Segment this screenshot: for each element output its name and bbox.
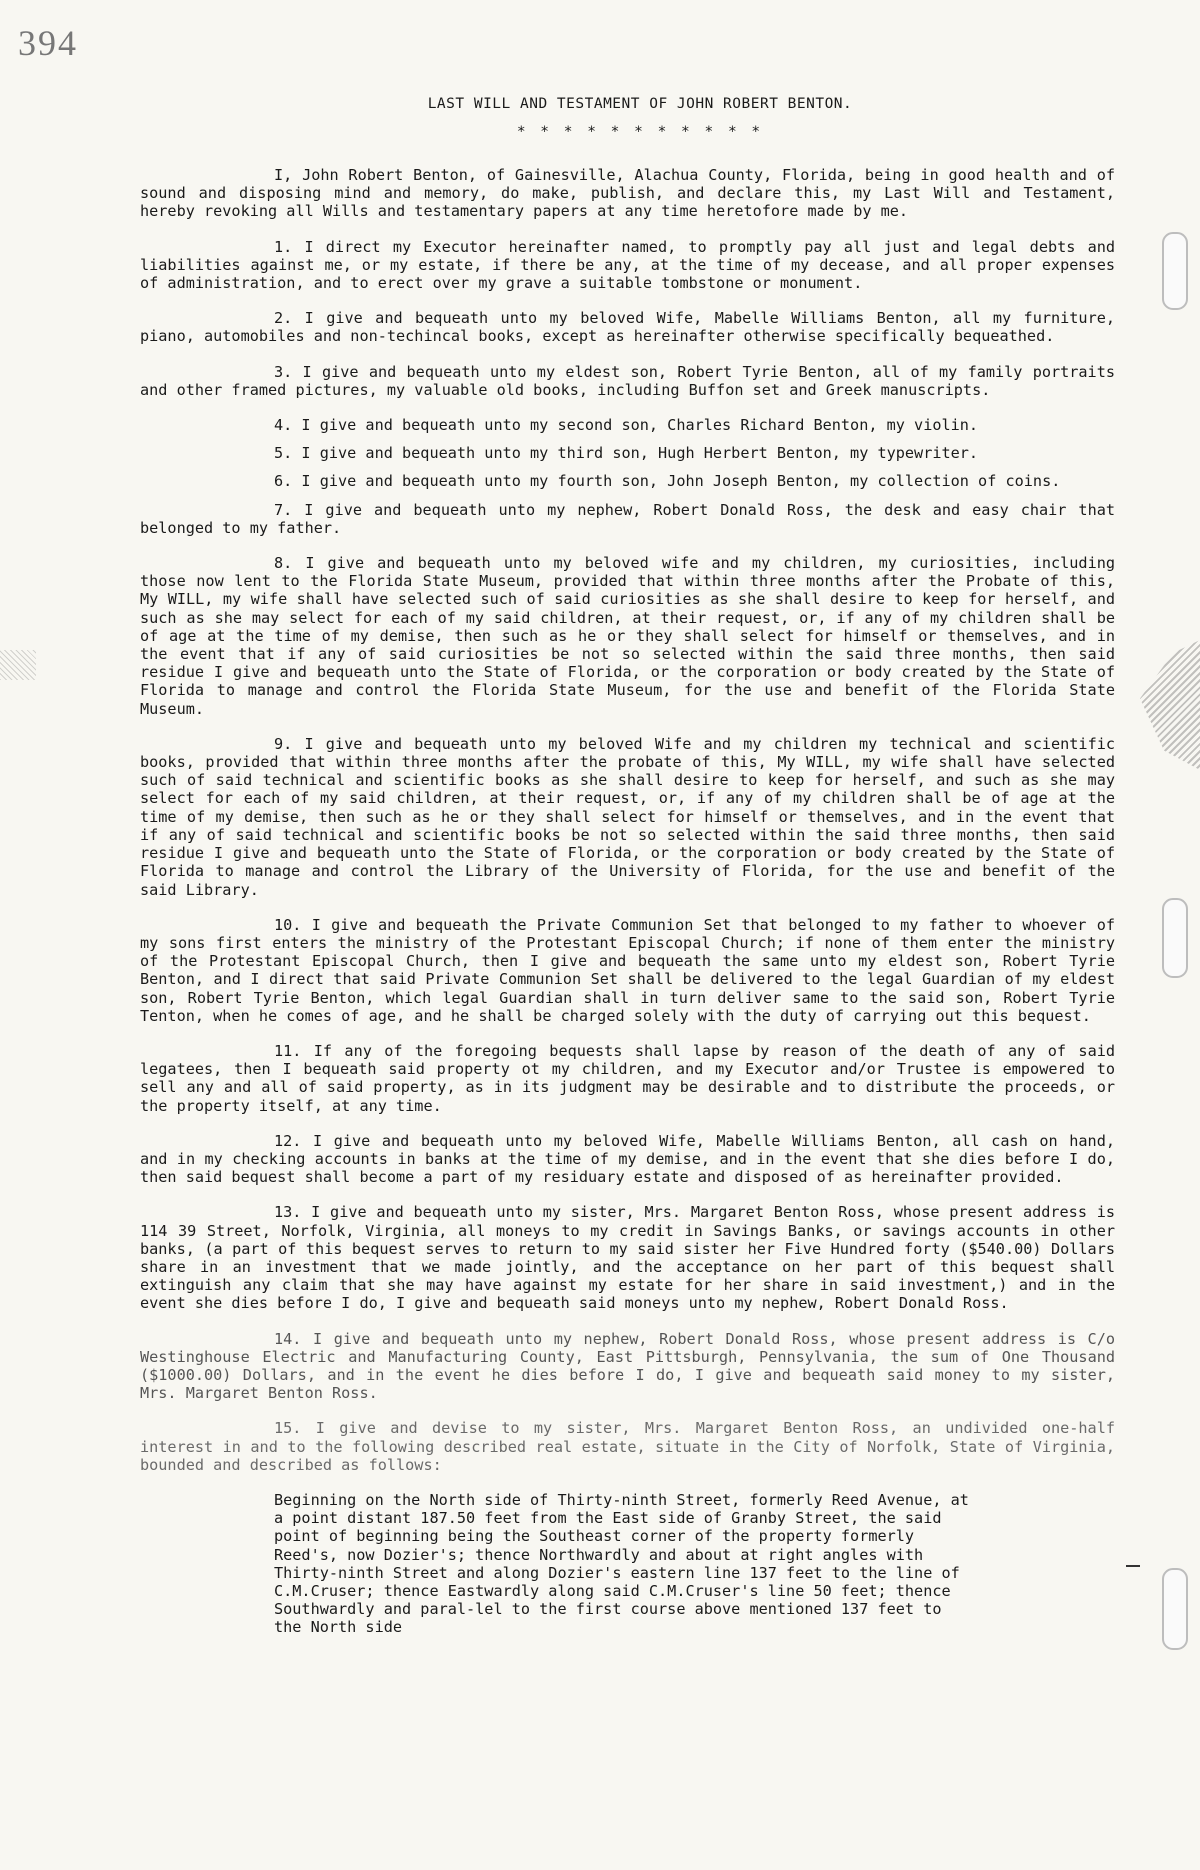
punch-hole-top xyxy=(1162,232,1188,310)
clause-6: 6. I give and bequeath unto my fourth son, John Joseph Benton, my collection of coins. xyxy=(274,472,1061,491)
clause-8: 8. I give and bequeath unto my beloved wife and my children, my curiosities, including those now lent to the Florida State Museum, provided that within three months after the Probate of this, My WILL, my wife shall have selected such of said curiosities as she shall desire to keep for herself, and such as she may select for each of my said children, at their request, or, if any of my children shall be of age at the time of my demise, then such as he or they shall select for himself or themselves, and in the event that if any of said curiosities be not so selected within the said three months, then said residue I give and bequeath unto the State of Florida, or the corporation or body created by the State of Florida to manage and control the Florida State Museum, for the use and benefit of the Florida State Museum. xyxy=(140,554,1115,718)
clause-15: 15. I give and devise to my sister, Mrs. Margaret Benton Ross, an undivided one-half interest in and to the following described real estate, situate in the City of Norfolk, State of Virginia, bounded and described as follows: xyxy=(140,1419,1115,1474)
clause-12: 12. I give and bequeath unto my beloved Wife, Mabelle Williams Benton, all cash on hand, and in my checking accounts in banks at the time of my demise, and in the event that she dies before I do, then said bequest shall become a part of my residuary estate and disposed of as hereinafter provided. xyxy=(140,1131,1115,1187)
page-number: 394 xyxy=(18,23,78,63)
margin-mark xyxy=(1126,1565,1140,1567)
will-body xyxy=(140,166,1115,1637)
scan-artifact-left xyxy=(0,650,36,680)
punch-hole-middle xyxy=(1162,898,1188,978)
clause-4: 4. I give and bequeath unto my second son, Charles Richard Benton, my violin. xyxy=(274,416,979,435)
clause-14: 14. I give and bequeath unto my nephew, Robert Donald Ross, whose present address is C/o Westinghouse Electric and Manufacturing County, East Pittsburgh, Pennsylvania, the sum of One Thousand ($1000.00) Dollars, and in the event he dies before I do, I give and bequeath said money to my sister, Mrs. Margaret Benton Ross. xyxy=(140,1329,1115,1403)
clause-11: 11. If any of the foregoing bequests shall lapse by reason of the death of any of said legatees, then I bequeath said property ot my children, and my Executor and/or Trustee is empowered to sell any and all of said property, as in its judgment may be desirable and to distribute the proceeds, or the property itself, at any time. xyxy=(140,1041,1115,1115)
document-title: LAST WILL AND TESTAMENT OF JOHN ROBERT BENTON. xyxy=(427,96,853,112)
scan-artifact-right xyxy=(1140,640,1200,770)
clause-13: 13. I give and bequeath unto my sister, Mrs. Margaret Benton Ross, whose present address is 114 39 Street, Norfolk, Virginia, all moneys to my credit in Savings Banks, or savings accounts in other banks, (a part of this bequest serves to return to my said sister her Five Hundred forty ($540.00) Dollars share in an investment that we made jointly, and the acceptance on her part of this bequest shall extinguish any claim that she may have against my estate for her share in said investment,) and in the event she dies before I do, I give and bequeath said moneys unto my nephew, Robert Donald Ross. xyxy=(140,1203,1115,1313)
clause-5: 5. I give and bequeath unto my third son, Hugh Herbert Benton, my typewriter. xyxy=(274,444,979,463)
clause-10: 10. I give and bequeath the Private Communion Set that belonged to my father to whoever of my sons first enters the ministry of the Protestant Episcopal Church; if none of them enter the ministry of the Protestant Episcopal Church, then I give and bequeath the same unto my eldest son, Robert Tyrie Benton, and I direct that said Private Communion Set shall be delivered to the legal Guardian of my eldest son, Robert Tyrie Benton, which legal Guardian shall in turn deliver same to the said son, Robert Tyrie Tenton, when he comes of age, and he shall be charged solely with the duty of carrying out this bequest. xyxy=(140,915,1115,1025)
clause-9: 9. I give and bequeath unto my beloved Wife and my children my technical and scientific books, provided that within three months after the probate of this, My WILL, my wife shall have selected such of said technical and scientific books as she shall desire to keep for herself, and such as she may select for each of my said children, at their request, or, if any of my children shall be of age at the time of my demise, then such as he or they shall select for himself or themselves, and in the event that if any of said technical and scientific books be not so selected within the said three months, then said residue I give and bequeath unto the State of Florida, or the corporation or body created by the State of Florida to manage and control the Library of the University of Florida, for the use and benefit of the said Library. xyxy=(140,734,1115,899)
clause-7: 7. I give and bequeath unto my nephew, Robert Donald Ross, the desk and easy chair that belonged to my father. xyxy=(140,500,1115,537)
punch-hole-bottom xyxy=(1162,1568,1188,1650)
property-legal-description: Beginning on the North side of Thirty-ninth Street, formerly Reed Avenue, at a point distant 187.50 feet from the East side of Granby Street, the said point of beginning being the Southeast corner of the property formerly Reed's, now Dozier's; thence Northwardly and about at right angles with Thirty-ninth Street and along Dozier's eastern line 137 feet to the line of C.M.Cruser; thence Eastwardly along said C.M.Cruser's line 50 feet; thence Southwardly and paral-lel to the first course above mentioned 137 feet to the North side xyxy=(274,1490,969,1637)
clause-1: 1. I direct my Executor hereinafter named, to promptly pay all just and legal debts and liabilities against me, or my estate, if there be any, at the time of my decease, and all proper expenses of administration, and to erect over my grave a suitable tombstone or monument. xyxy=(140,237,1115,293)
preamble-paragraph: I, John Robert Benton, of Gainesville, Alachua County, Florida, being in good health and of sound and disposing mind and memory, do make, publish, and declare this, my Last Will and Testament, hereby revoking all Wills and testamentary papers at any time heretofore made by me. xyxy=(140,166,1115,221)
clause-2: 2. I give and bequeath unto my beloved Wife, Mabelle Williams Benton, all my furniture, piano, automobiles and non-techincal books, except as hereinafter otherwise specifically bequeathed. xyxy=(140,309,1115,346)
title-separator: * * * * * * * * * * * xyxy=(516,124,764,140)
clause-3: 3. I give and bequeath unto my eldest son, Robert Tyrie Benton, all of my family portraits and other framed pictures, my valuable old books, including Buffon set and Greek manuscripts. xyxy=(140,362,1115,399)
